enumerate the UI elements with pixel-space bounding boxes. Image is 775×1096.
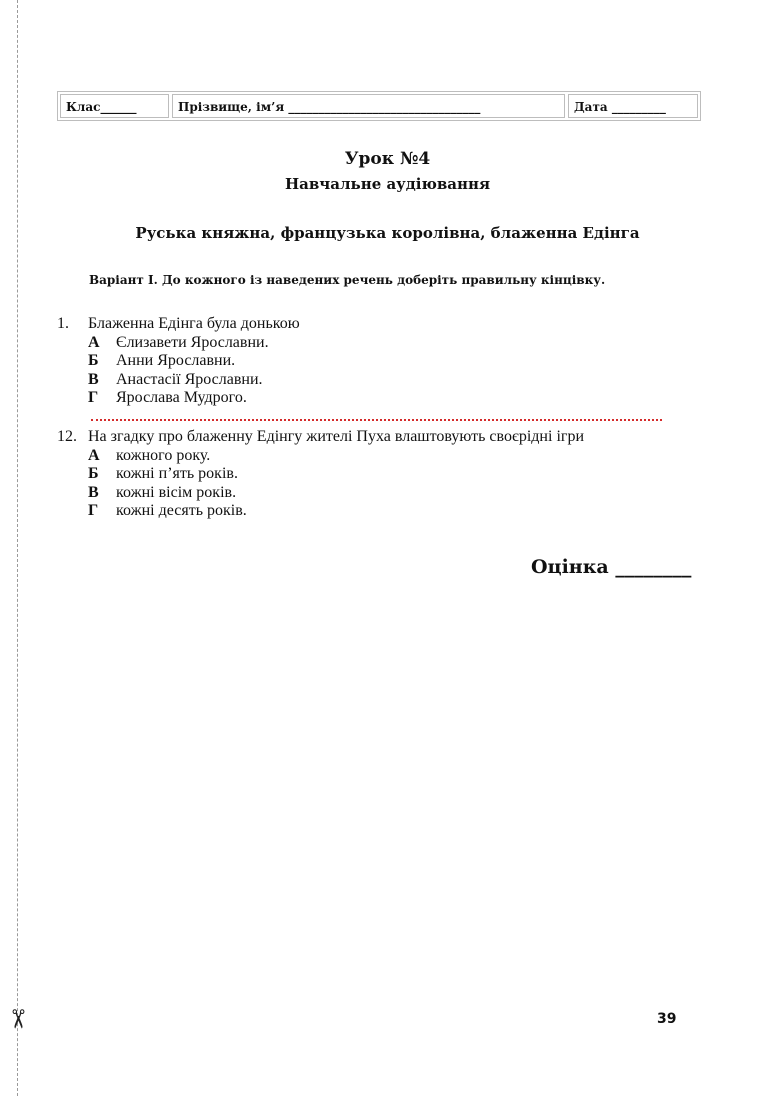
answer-option[interactable] [57,465,584,484]
option-text: кожні вісім років. [116,483,237,501]
option-text: кожного року. [116,446,211,464]
option-text: кожні п’ять років. [116,465,238,482]
question-number: 12. [57,428,77,445]
option-letter: Б [88,352,99,369]
answer-option[interactable] [57,389,300,408]
answer-option[interactable] [57,371,300,390]
question-text: Блаженна Едінга була донькою [88,315,300,332]
student-info-table [57,91,701,121]
lesson-subtitle: Навчальне аудіювання [284,175,491,193]
option-text: Анни Ярославни. [116,352,236,369]
option-text: кожні десять років. [116,502,247,519]
class-field[interactable]: Клас______ [60,94,169,118]
dotted-divider [91,419,662,421]
instruction: Варіант І. До кожного із наведених речень доберіть правильну кінцівку. [89,273,606,287]
scissors-icon: ✂ [1,1008,32,1030]
option-letter: В [88,483,99,501]
date-field[interactable]: Дата _________ [568,94,698,118]
option-letter: А [88,446,100,464]
option-text: Анастасії Ярославни. [116,370,263,388]
question-1 [57,315,300,408]
lesson-topic: Руська княжна, французька королівна, блаженна Едінга [135,224,640,242]
grade-field[interactable]: Оцінка ________ [531,556,692,578]
page-number: 39 [657,1011,677,1027]
option-letter: Б [88,465,99,482]
question-text: На згадку про блаженну Едінгу жителі Пуха влаштовують своєрідні ігри [88,428,585,445]
question-number: 1. [57,315,69,332]
answer-option[interactable] [57,352,300,371]
question-12 [57,428,584,521]
lesson-title: Урок №4 [344,149,431,169]
answer-option[interactable] [57,447,584,466]
option-letter: В [88,370,99,388]
answer-option[interactable] [57,484,584,503]
answer-option[interactable] [57,334,300,353]
option-text: Єлизавети Ярославни. [116,333,269,351]
answer-option[interactable] [57,502,584,521]
option-letter: Г [88,389,99,406]
option-letter: А [88,333,100,351]
option-letter: Г [88,502,99,519]
option-text: Ярослава Мудрого. [116,389,247,406]
name-field[interactable]: Прізвище, ім’я ________________________________ [172,94,565,118]
